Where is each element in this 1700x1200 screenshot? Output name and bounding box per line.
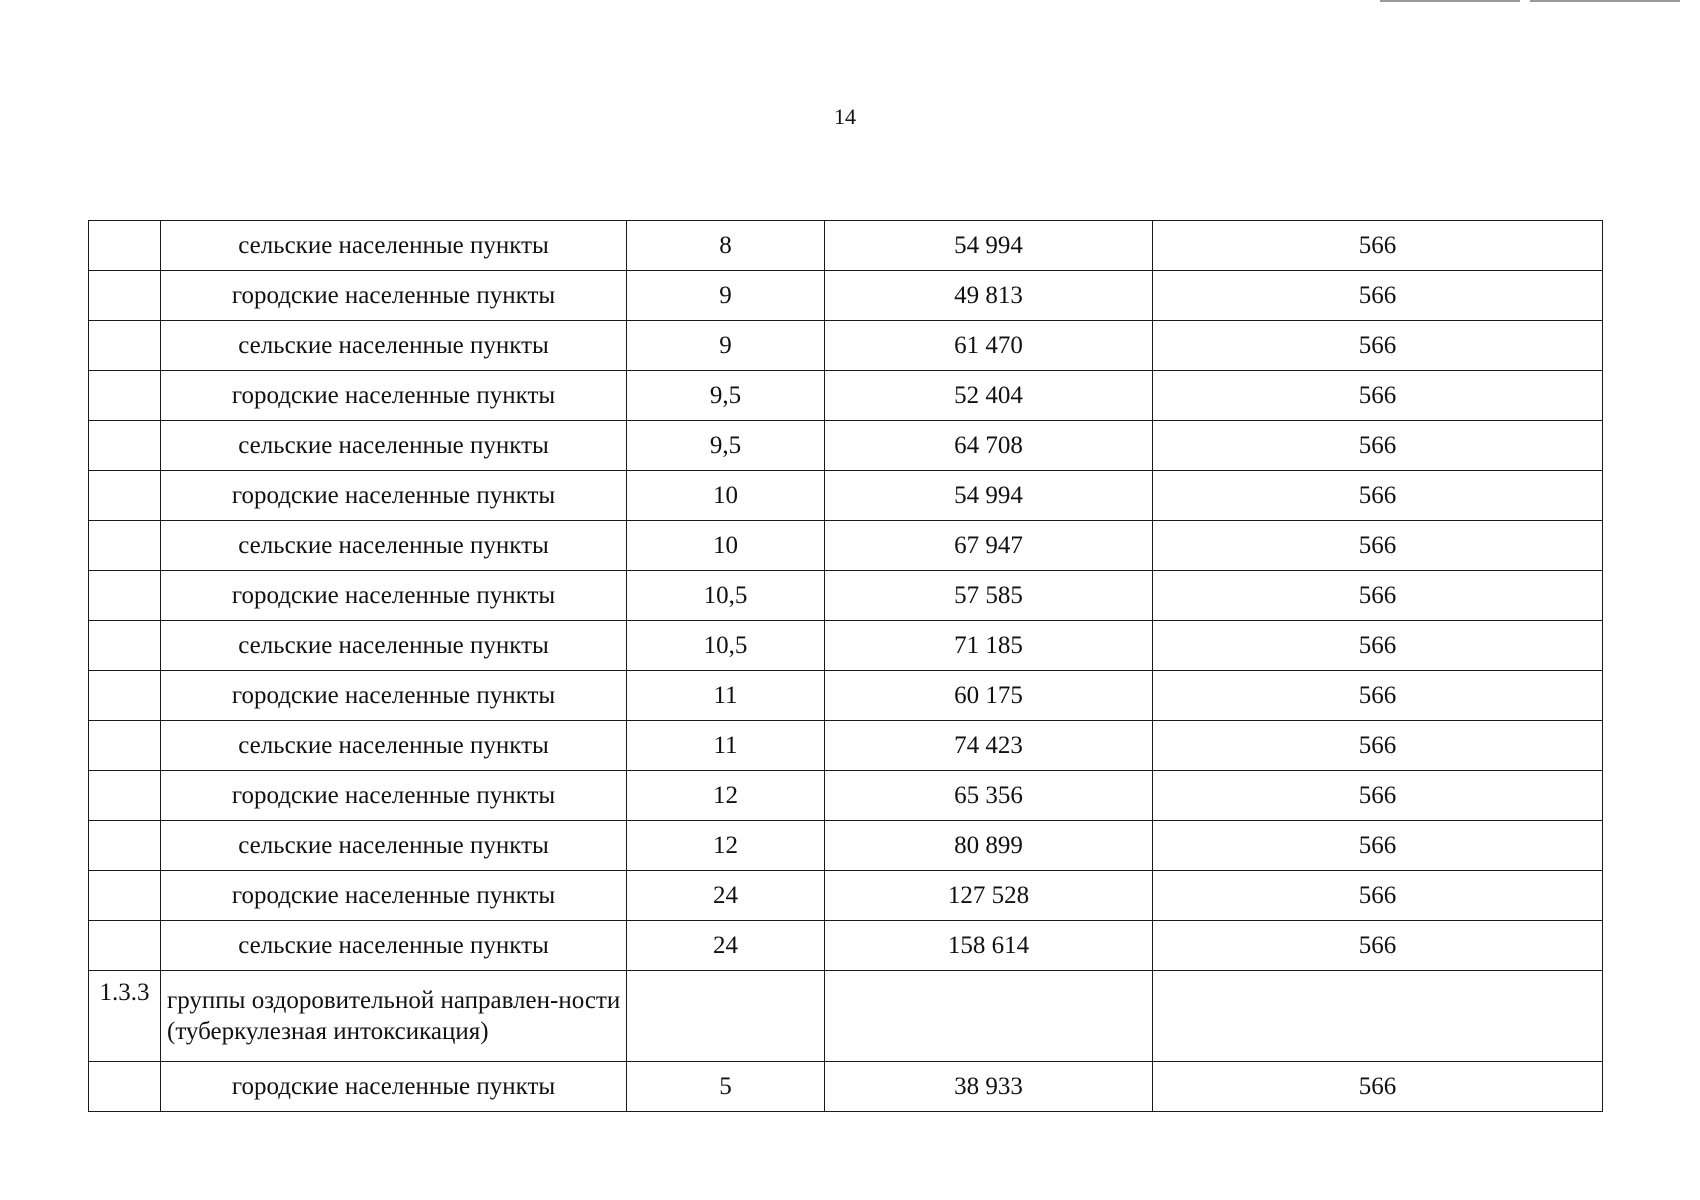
code-cell: 566 bbox=[1153, 671, 1603, 721]
amount-cell: 127 528 bbox=[825, 871, 1153, 921]
table-row bbox=[89, 271, 1603, 321]
row-number-cell bbox=[89, 1062, 161, 1112]
value-cell: 12 bbox=[627, 771, 825, 821]
settlement-type-cell: сельские населенные пункты bbox=[161, 221, 627, 271]
scan-edge-mark bbox=[1380, 0, 1520, 2]
value-cell: 10,5 bbox=[627, 571, 825, 621]
settlement-type-cell: группы оздоровительной направлен-ности (туберкулезная интоксикация) bbox=[161, 971, 627, 1062]
settlement-type-cell: сельские населенные пункты bbox=[161, 321, 627, 371]
amount-cell: 80 899 bbox=[825, 821, 1153, 871]
amount-cell: 60 175 bbox=[825, 671, 1153, 721]
settlement-type-cell: сельские населенные пункты bbox=[161, 721, 627, 771]
settlement-type-cell: сельские населенные пункты bbox=[161, 421, 627, 471]
table-row bbox=[89, 371, 1603, 421]
code-cell: 566 bbox=[1153, 321, 1603, 371]
row-number-cell: 1.3.3 bbox=[89, 971, 161, 1062]
amount-cell: 67 947 bbox=[825, 521, 1153, 571]
value-cell: 9,5 bbox=[627, 421, 825, 471]
code-cell bbox=[1153, 971, 1603, 1062]
code-cell: 566 bbox=[1153, 371, 1603, 421]
table-row bbox=[89, 721, 1603, 771]
row-number-cell bbox=[89, 721, 161, 771]
row-number-cell bbox=[89, 921, 161, 971]
amount-cell: 49 813 bbox=[825, 271, 1153, 321]
row-number-cell bbox=[89, 421, 161, 471]
table-row bbox=[89, 871, 1603, 921]
value-cell: 12 bbox=[627, 821, 825, 871]
code-cell: 566 bbox=[1153, 221, 1603, 271]
amount-cell: 61 470 bbox=[825, 321, 1153, 371]
amount-cell: 64 708 bbox=[825, 421, 1153, 471]
table-row bbox=[89, 671, 1603, 721]
code-cell: 566 bbox=[1153, 571, 1603, 621]
settlement-type-cell: городские населенные пункты bbox=[161, 571, 627, 621]
table-row bbox=[89, 1062, 1603, 1112]
settlement-type-cell: городские населенные пункты bbox=[161, 871, 627, 921]
amount-cell: 54 994 bbox=[825, 471, 1153, 521]
settlement-type-cell: городские населенные пункты bbox=[161, 471, 627, 521]
code-cell: 566 bbox=[1153, 871, 1603, 921]
settlement-type-cell: сельские населенные пункты bbox=[161, 921, 627, 971]
row-number-cell bbox=[89, 621, 161, 671]
code-cell: 566 bbox=[1153, 721, 1603, 771]
code-cell: 566 bbox=[1153, 921, 1603, 971]
row-number-cell bbox=[89, 821, 161, 871]
value-cell: 9,5 bbox=[627, 371, 825, 421]
table-body bbox=[89, 221, 1603, 1112]
settlement-type-cell: сельские населенные пункты bbox=[161, 521, 627, 571]
settlement-type-cell: сельские населенные пункты bbox=[161, 621, 627, 671]
table-row bbox=[89, 621, 1603, 671]
row-number-cell bbox=[89, 371, 161, 421]
row-number-cell bbox=[89, 221, 161, 271]
row-number-cell bbox=[89, 771, 161, 821]
tariff-table bbox=[88, 220, 1603, 1112]
value-cell: 24 bbox=[627, 921, 825, 971]
scan-edge-mark bbox=[1530, 0, 1680, 2]
code-cell: 566 bbox=[1153, 421, 1603, 471]
amount-cell bbox=[825, 971, 1153, 1062]
table-row bbox=[89, 771, 1603, 821]
value-cell: 10,5 bbox=[627, 621, 825, 671]
row-number-cell bbox=[89, 871, 161, 921]
row-number-cell bbox=[89, 271, 161, 321]
value-cell: 8 bbox=[627, 221, 825, 271]
table-row bbox=[89, 821, 1603, 871]
amount-cell: 74 423 bbox=[825, 721, 1153, 771]
table-row bbox=[89, 321, 1603, 371]
settlement-type-cell: городские населенные пункты bbox=[161, 1062, 627, 1112]
settlement-type-cell: городские населенные пункты bbox=[161, 271, 627, 321]
table-row bbox=[89, 921, 1603, 971]
row-number-cell bbox=[89, 671, 161, 721]
amount-cell: 54 994 bbox=[825, 221, 1153, 271]
page-number: 14 bbox=[834, 104, 856, 129]
table-row bbox=[89, 471, 1603, 521]
value-cell: 24 bbox=[627, 871, 825, 921]
value-cell: 9 bbox=[627, 321, 825, 371]
value-cell: 11 bbox=[627, 671, 825, 721]
value-cell: 9 bbox=[627, 271, 825, 321]
code-cell: 566 bbox=[1153, 771, 1603, 821]
code-cell: 566 bbox=[1153, 1062, 1603, 1112]
code-cell: 566 bbox=[1153, 271, 1603, 321]
row-number-cell bbox=[89, 571, 161, 621]
row-number-cell bbox=[89, 321, 161, 371]
code-cell: 566 bbox=[1153, 821, 1603, 871]
table-row bbox=[89, 571, 1603, 621]
settlement-type-cell: городские населенные пункты bbox=[161, 771, 627, 821]
row-number-cell bbox=[89, 521, 161, 571]
amount-cell: 52 404 bbox=[825, 371, 1153, 421]
settlement-type-cell: городские населенные пункты bbox=[161, 371, 627, 421]
row-number-cell bbox=[89, 471, 161, 521]
value-cell: 10 bbox=[627, 471, 825, 521]
value-cell: 11 bbox=[627, 721, 825, 771]
table-row bbox=[89, 221, 1603, 271]
amount-cell: 65 356 bbox=[825, 771, 1153, 821]
settlement-type-cell: городские населенные пункты bbox=[161, 671, 627, 721]
table-row bbox=[89, 521, 1603, 571]
amount-cell: 158 614 bbox=[825, 921, 1153, 971]
value-cell: 10 bbox=[627, 521, 825, 571]
settlement-type-cell: сельские населенные пункты bbox=[161, 821, 627, 871]
value-cell: 5 bbox=[627, 1062, 825, 1112]
code-cell: 566 bbox=[1153, 471, 1603, 521]
amount-cell: 38 933 bbox=[825, 1062, 1153, 1112]
amount-cell: 71 185 bbox=[825, 621, 1153, 671]
table-row bbox=[89, 421, 1603, 471]
value-cell bbox=[627, 971, 825, 1062]
amount-cell: 57 585 bbox=[825, 571, 1153, 621]
table-row bbox=[89, 971, 1603, 1062]
code-cell: 566 bbox=[1153, 521, 1603, 571]
code-cell: 566 bbox=[1153, 621, 1603, 671]
